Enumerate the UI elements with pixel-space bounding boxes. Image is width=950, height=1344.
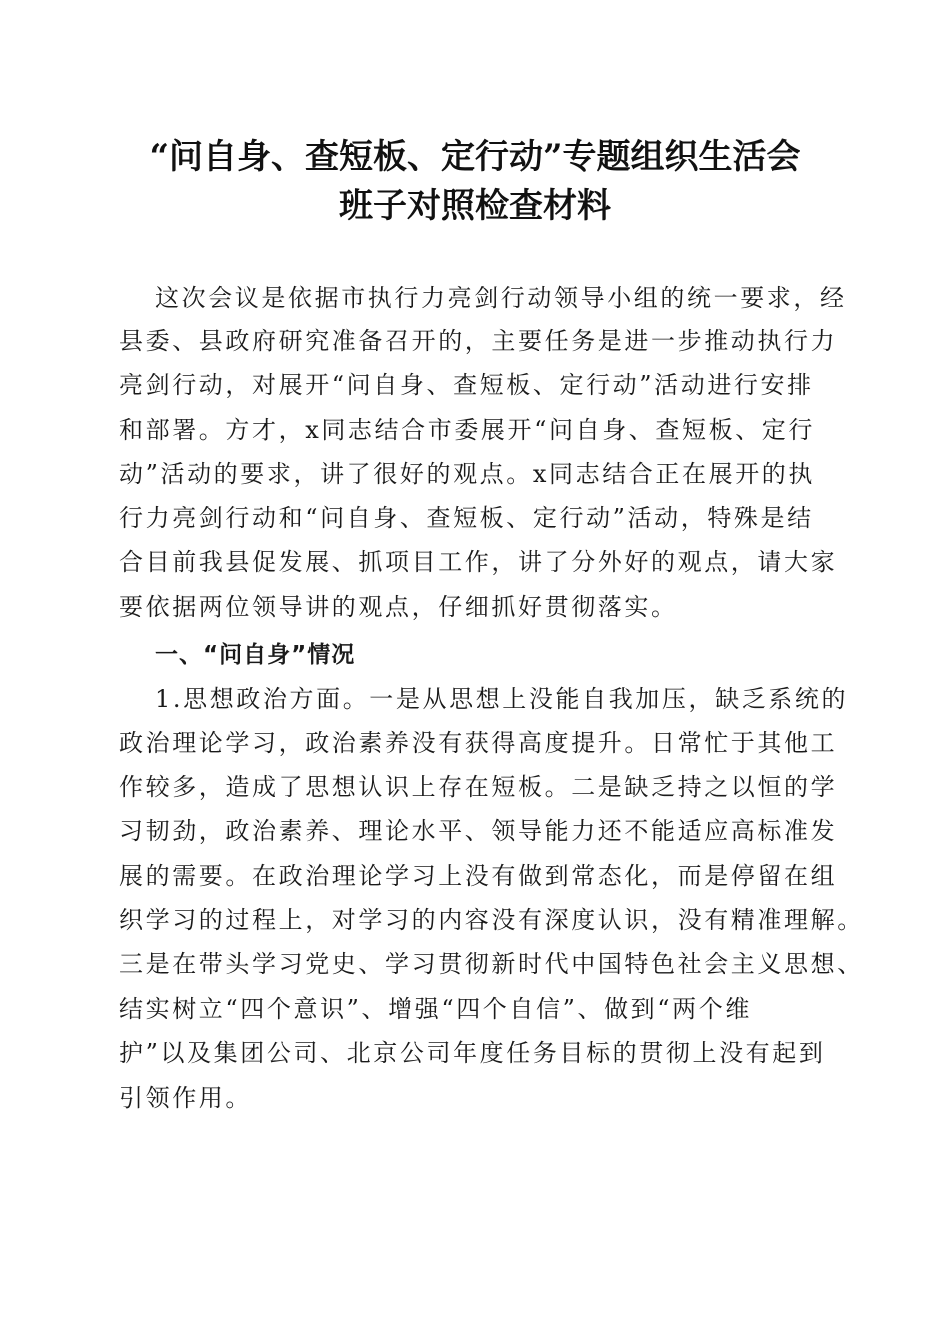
section-heading: 一、“问自身”情况 (155, 642, 356, 668)
document-title-line-1: “问自身、查短板、定行动”专题组织生活会 (149, 137, 801, 177)
intro-line: 这次会议是依据市执行力亮剑行动领导小组的统一要求，经 (155, 284, 847, 312)
section-line: 政治理论学习，政治素养没有获得高度提升。日常忙于其他工 (119, 729, 838, 757)
section-line: 护”以及集团公司、北京公司年度任务目标的贯彻上没有起到 (119, 1039, 826, 1067)
intro-line: 亮剑行动，对展开“问自身、查短板、定行动”活动进行安排 (119, 371, 814, 399)
section-line: 织学习的过程上，对学习的内容没有深度认识，没有精准理解。 (119, 906, 864, 934)
intro-line: 县委、县政府研究准备召开的，主要任务是进一步推动执行力 (119, 327, 838, 355)
intro-line: 和部署。方才，x同志结合市委展开“问自身、查短板、定行 (119, 416, 816, 444)
section-line: 引领作用。 (119, 1084, 252, 1112)
intro-line: 合目前我县促发展、抓项目工作，讲了分外好的观点，请大家 (119, 548, 838, 576)
section-line: 结实树立“四个意识”、增强“四个自信”、做到“两个维 (119, 995, 752, 1023)
intro-line: 要依据两位领导讲的观点，仔细抓好贯彻落实。 (119, 593, 678, 621)
section-line: 作较多，造成了思想认识上存在短板。二是缺乏持之以恒的学 (119, 773, 838, 801)
section-line: 1.思想政治方面。一是从思想上没能自我加压，缺乏系统的 (155, 685, 849, 713)
section-line: 习韧劲，政治素养、理论水平、领导能力还不能适应高标准发 (119, 817, 838, 845)
intro-line: 行力亮剑行动和“问自身、查短板、定行动”活动，特殊是结 (119, 504, 814, 532)
section-line: 三是在带头学习党史、学习贯彻新时代中国特色社会主义思想、 (119, 950, 864, 978)
section-line: 展的需要。在政治理论学习上没有做到常态化，而是停留在组 (119, 862, 838, 890)
document-title-line-2: 班子对照检查材料 (339, 186, 611, 226)
intro-line: 动”活动的要求，讲了很好的观点。x同志结合正在展开的执 (119, 460, 816, 488)
